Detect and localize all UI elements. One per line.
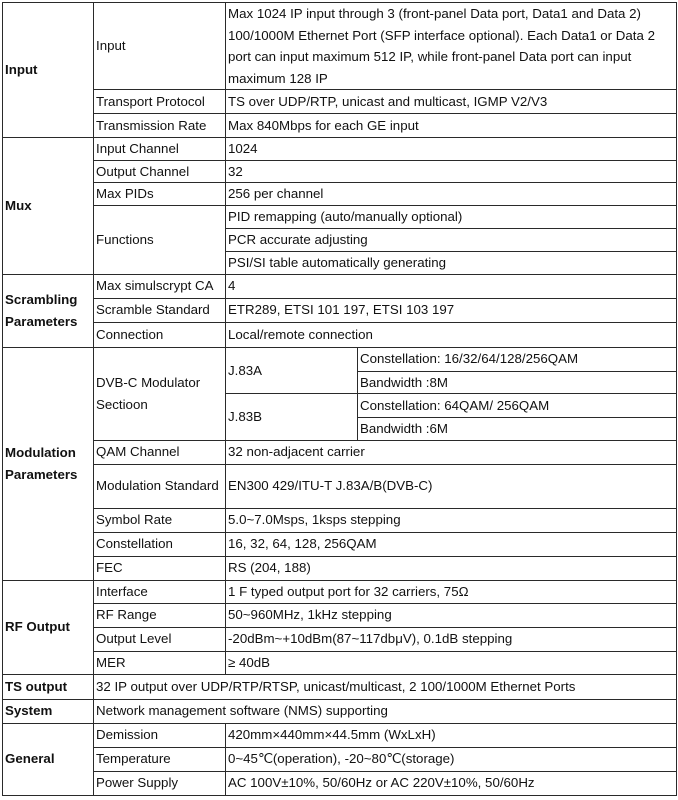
- dvbc-modulator-label: DVB-C Modulator Sectioon: [94, 347, 226, 440]
- category-system: System: [3, 699, 94, 723]
- system-value: Network management software (NMS) supporting: [94, 699, 677, 723]
- modulation-standard-value: EN300 429/ITU-T J.83A/B(DVB-C): [226, 464, 677, 508]
- category-rf-output: RF Output: [3, 580, 94, 674]
- category-general: General: [3, 723, 94, 795]
- category-scrambling: Scrambling Parameters: [3, 274, 94, 347]
- transmission-rate-value: Max 840Mbps for each GE input: [226, 114, 677, 138]
- symbol-rate-label: Symbol Rate: [94, 508, 226, 532]
- rf-range-value: 50~960MHz, 1kHz stepping: [226, 603, 677, 627]
- category-mux: Mux: [3, 138, 94, 275]
- demission-value: 420mm×440mm×44.5mm (WxLxH): [226, 723, 677, 747]
- temperature-value: 0~45℃(operation), -20~80℃(storage): [226, 747, 677, 771]
- output-level-label: Output Level: [94, 627, 226, 651]
- category-ts-output: TS output: [3, 674, 94, 699]
- input-value: Max 1024 IP input through 3 (front-panel Data port, Data1 and Data 2) 100/1000M Ethernet Port (SFP interface optional). Each Data1 or Data 2 port can input maximum 512 IP, while front-panel Data port can input maximum 128 IP: [226, 3, 677, 90]
- temperature-label: Temperature: [94, 747, 226, 771]
- category-input: Input: [3, 3, 94, 138]
- qam-channel-value: 32 non-adjacent carrier: [226, 440, 677, 464]
- j83b-bandwidth: Bandwidth :6M: [358, 418, 677, 441]
- output-channel-label: Output Channel: [94, 160, 226, 183]
- power-supply-label: Power Supply: [94, 771, 226, 795]
- transmission-rate-label: Transmission Rate: [94, 114, 226, 138]
- max-simulscrypt-label: Max simulscrypt CA: [94, 274, 226, 298]
- max-pids-label: Max PIDs: [94, 183, 226, 206]
- interface-value: 1 F typed output port for 32 carriers, 75Ω: [226, 580, 677, 603]
- j83b-label: J.83B: [226, 394, 358, 441]
- connection-label: Connection: [94, 322, 226, 347]
- qam-channel-label: QAM Channel: [94, 440, 226, 464]
- output-channel-value: 32: [226, 160, 677, 183]
- transport-protocol-label: Transport Protocol: [94, 90, 226, 114]
- max-simulscrypt-value: 4: [226, 274, 677, 298]
- function-psi-si-table: PSI/SI table automatically generating: [226, 251, 677, 274]
- mer-value: ≥ 40dB: [226, 651, 677, 674]
- j83a-bandwidth: Bandwidth :8M: [358, 371, 677, 394]
- function-pid-remapping: PID remapping (auto/manually optional): [226, 205, 677, 228]
- rf-range-label: RF Range: [94, 603, 226, 627]
- input-channel-label: Input Channel: [94, 138, 226, 161]
- spec-table: [2, 2, 677, 796]
- output-level-value: -20dBm~+10dBm(87~117dbμV), 0.1dB stepping: [226, 627, 677, 651]
- fec-value: RS (204, 188): [226, 556, 677, 580]
- function-pcr-adjusting: PCR accurate adjusting: [226, 228, 677, 251]
- symbol-rate-value: 5.0~7.0Msps, 1ksps stepping: [226, 508, 677, 532]
- modulation-standard-label: Modulation Standard: [94, 464, 226, 508]
- category-modulation: Modulation Parameters: [3, 347, 94, 580]
- mer-label: MER: [94, 651, 226, 674]
- transport-protocol-value: TS over UDP/RTP, unicast and multicast, IGMP V2/V3: [226, 90, 677, 114]
- interface-label: Interface: [94, 580, 226, 603]
- power-supply-value: AC 100V±10%, 50/60Hz or AC 220V±10%, 50/60Hz: [226, 771, 677, 795]
- scramble-standard-value: ETR289, ETSI 101 197, ETSI 103 197: [226, 298, 677, 322]
- fec-label: FEC: [94, 556, 226, 580]
- demission-label: Demission: [94, 723, 226, 747]
- j83b-constellation: Constellation: 64QAM/ 256QAM: [358, 394, 677, 418]
- constellation-value: 16, 32, 64, 128, 256QAM: [226, 532, 677, 556]
- max-pids-value: 256 per channel: [226, 183, 677, 206]
- input-channel-value: 1024: [226, 138, 677, 161]
- scramble-standard-label: Scramble Standard: [94, 298, 226, 322]
- functions-label: Functions: [94, 205, 226, 274]
- input-label: Input: [94, 3, 226, 90]
- connection-value: Local/remote connection: [226, 322, 677, 347]
- j83a-label: J.83A: [226, 347, 358, 394]
- ts-output-value: 32 IP output over UDP/RTP/RTSP, unicast/multicast, 2 100/1000M Ethernet Ports: [94, 674, 677, 699]
- j83a-constellation: Constellation: 16/32/64/128/256QAM: [358, 347, 677, 371]
- constellation-label: Constellation: [94, 532, 226, 556]
